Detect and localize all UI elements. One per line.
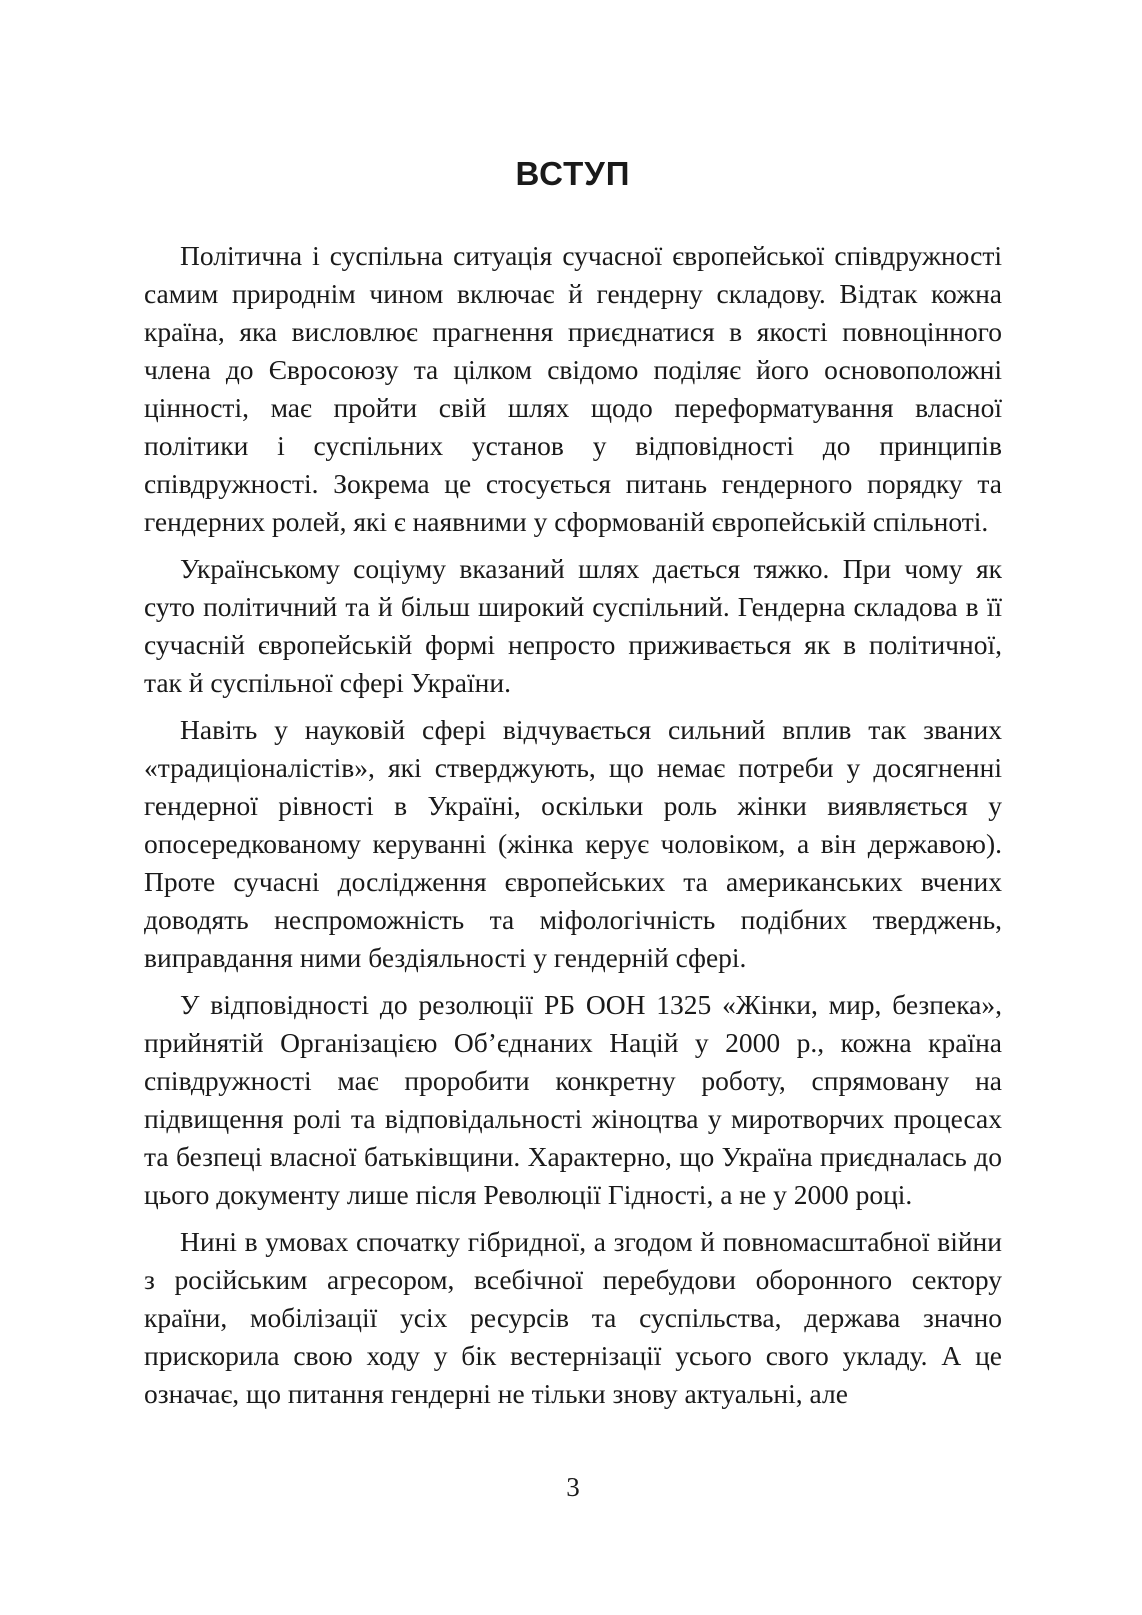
paragraph: Українському соціуму вказаний шлях дається тяжко. При чому як суто політичний та й більш широкий суспільний. Гендерна складова в її сучасній європейській формі непросто приживається як в політичної, так й суспільної сфері України.	[144, 553, 1002, 698]
document-page	[144, 0, 1002, 1615]
paragraph: Нині в умовах спочатку гібридної, а згодом й повномасштабної війни з російським агресором, всебічної перебудови оборонного сектору країни, мобілізації усіх ресурсів та суспільства, держава значно прискорила свою ходу у бік вестернізації усього свого укладу. А це означає, що питання гендерні не тільки знову актуальні, але	[144, 1226, 1002, 1409]
body-text	[144, 237, 1002, 1422]
page-number: 3	[566, 1472, 580, 1502]
chapter-title: ВСТУП	[515, 155, 631, 192]
paragraph: Політична і суспільна ситуація сучасної європейської співдружності самим природнім чином включає й гендерну складову. Відтак кожна країна, яка висловлює прагнення приєднатися в якості повноцінного члена до Євросоюзу та цілком свідомо поділяє його основоположні цінності, має пройти свій шлях щодо переформатування власної політики і суспільних установ у відповідності до принципів співдружності. Зокрема це стосується питань гендерного порядку та гендерних ролей, які є наявними у сформованій європейській спільноті.	[144, 240, 1002, 537]
paragraph: Навіть у науковій сфері відчувається сильний вплив так званих «традиціоналістів», які стверджують, що немає потреби у досягненні гендерної рівності в Україні, оскільки роль жінки виявляється у опосередкованому керуванні (жінка керує чоловіком, а він державою). Проте сучасні дослідження європейських та американських вчених доводять неспроможність та міфологічність подібних тверджень, виправдання ними бездіяльності у гендерній сфері.	[144, 714, 1002, 973]
paragraph: У відповідності до резолюції РБ ООН 1325 «Жінки, мир, безпека», прийнятій Організацією Об’єднаних Націй у 2000 р., кожна країна співдружності має проробити конкретну роботу, спрямовану на підвищення ролі та відповідальності жіноцтва у миротворчих процесах та безпеці власної батьківщини. Характерно, що Україна приєдналась до цього документу лише після Революції Гідності, а не у 2000 році.	[144, 989, 1002, 1210]
